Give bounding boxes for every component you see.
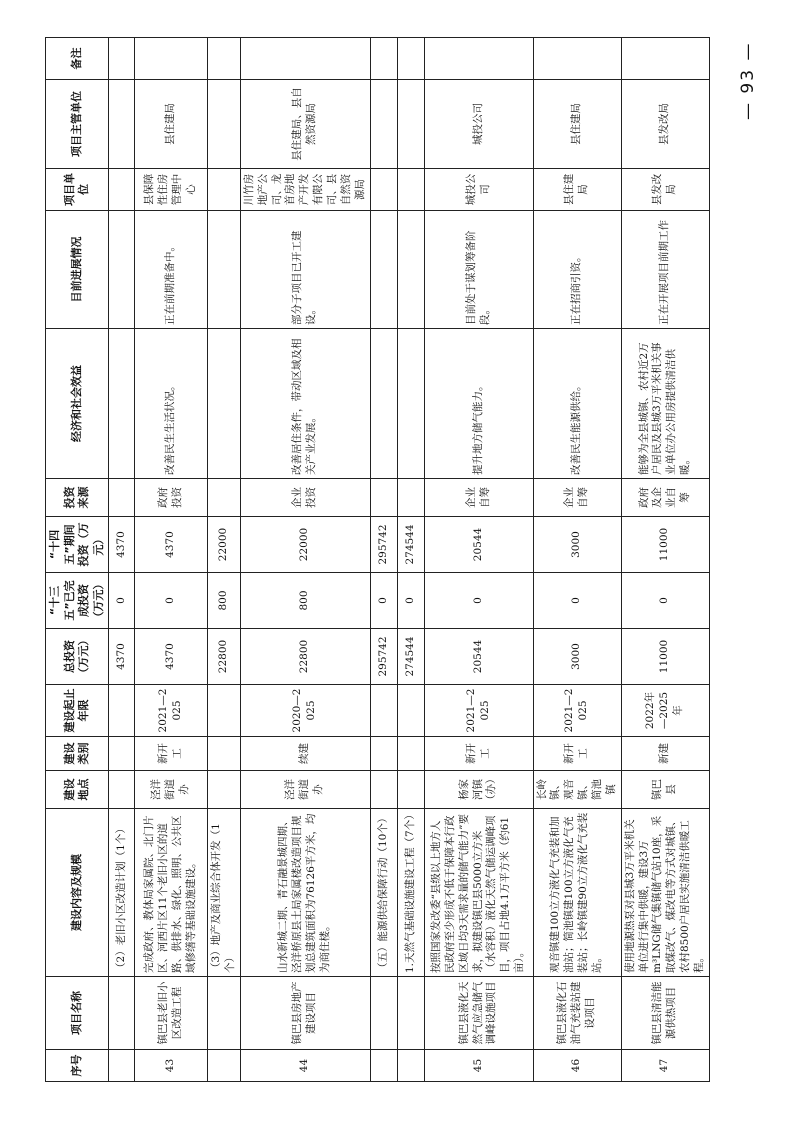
table-header bbox=[46, 38, 109, 1082]
location-cell: 杨家河镇（办） bbox=[424, 771, 533, 809]
section-done: 0 bbox=[370, 573, 397, 629]
dept-cell: 县住建局、县自然资源局 bbox=[240, 80, 370, 169]
unit-cell: 川竹房地产公司、龙首房地产开发有限公司、县自然资源局 bbox=[240, 169, 370, 211]
progress-cell: 部分子项目已开工建设。 bbox=[240, 211, 370, 329]
progress-cell: 正在招商引资。 bbox=[533, 211, 621, 329]
plan-cell: 11000 bbox=[621, 517, 709, 573]
section-plan: 295742 bbox=[370, 517, 397, 573]
header-note: 备注 bbox=[46, 38, 109, 80]
unit-cell: 城投公司 bbox=[424, 169, 533, 211]
name-cell: 镇巴县老旧小区改造工程 bbox=[135, 977, 208, 1050]
plan-cell: 3000 bbox=[533, 517, 621, 573]
section-total: 274544 bbox=[397, 629, 424, 685]
seq-cell: 44 bbox=[240, 1050, 370, 1082]
type-cell: 新建 bbox=[621, 737, 709, 771]
unit-cell: 县住建局 bbox=[533, 169, 621, 211]
section-done: 800 bbox=[208, 573, 241, 629]
plan-cell: 20544 bbox=[424, 517, 533, 573]
section-row bbox=[109, 38, 135, 1082]
header-location: 建设地点 bbox=[46, 771, 109, 809]
dept-cell: 县住建局 bbox=[135, 80, 208, 169]
seq-cell: 45 bbox=[424, 1050, 533, 1082]
table-row bbox=[135, 38, 208, 1082]
location-cell: 长岭镇、观音镇、简池镇 bbox=[533, 771, 621, 809]
table-row bbox=[424, 38, 533, 1082]
page-number: — 93 — bbox=[738, 41, 758, 120]
section-total: 4370 bbox=[109, 629, 135, 685]
period-cell: 2021—2025 bbox=[533, 685, 621, 737]
table-row bbox=[621, 38, 709, 1082]
type-cell: 新开工 bbox=[533, 737, 621, 771]
name-cell: 镇巴县房地产建设项目 bbox=[240, 977, 370, 1050]
name-cell: 镇巴县液化石油气充装站建设项目 bbox=[533, 977, 621, 1050]
source-cell: 企业投资 bbox=[240, 479, 370, 517]
section-total: 295742 bbox=[370, 629, 397, 685]
dept-cell: 县住建局 bbox=[533, 80, 621, 169]
unit-cell: 县保障性住房管理中心 bbox=[135, 169, 208, 211]
header-plan145: “十四五”期间投资（万元） bbox=[46, 517, 109, 573]
note-cell bbox=[240, 38, 370, 80]
section-plan: 22000 bbox=[208, 517, 241, 573]
progress-cell: 目前处于谋划筹备阶段。 bbox=[424, 211, 533, 329]
header-seq: 序号 bbox=[46, 1050, 109, 1082]
done-cell: 800 bbox=[240, 573, 370, 629]
done-cell: 0 bbox=[135, 573, 208, 629]
benefit-cell: 提升地方储气能力。 bbox=[424, 329, 533, 479]
content-cell: 完成政府、教体局家属院、北门片区、河西片区11个老旧小区的道路、供排水、绿化、照明、公共区域修缮等基础设施建设。 bbox=[135, 809, 208, 977]
section-title: （2）老旧小区改造计划（1个） bbox=[109, 809, 135, 977]
benefit-cell: 改善民生能源供给。 bbox=[533, 329, 621, 479]
content-cell: 按照国家发改委“县级以上地方人民政府至少形成不低于保障本行政区域日均3天需求量的储气能力”要求，拟建设镇巴县5000立方米（水容积）液化天然气储运调峰项目，项目占地4.1万平方米（约61亩）。 bbox=[424, 809, 533, 977]
progress-cell: 正在前期准备中。 bbox=[135, 211, 208, 329]
header-unit: 项目单位 bbox=[46, 169, 109, 211]
section-row bbox=[208, 38, 241, 1082]
total-cell: 20544 bbox=[424, 629, 533, 685]
table-row bbox=[533, 38, 621, 1082]
seq-cell: 43 bbox=[135, 1050, 208, 1082]
progress-cell: 正在开展项目前期工作 bbox=[621, 211, 709, 329]
period-cell: 2021—2025 bbox=[424, 685, 533, 737]
section-plan: 274544 bbox=[397, 517, 424, 573]
total-cell: 22800 bbox=[240, 629, 370, 685]
period-cell: 2020—2025 bbox=[240, 685, 370, 737]
name-cell: 镇巴县液化天然气应急储气调峰设施项目 bbox=[424, 977, 533, 1050]
header-dept: 项目主管单位 bbox=[46, 80, 109, 169]
note-cell bbox=[621, 38, 709, 80]
header-benefit: 经济和社会效益 bbox=[46, 329, 109, 479]
period-cell: 2021—2025 bbox=[135, 685, 208, 737]
done-cell: 0 bbox=[533, 573, 621, 629]
content-cell: 使用地源热泵对县城3万平米机关单位进行集中供暖，建设3万m³LNG储气集镇储气站10座，采取煤改气、煤改电等方式对城镇、农村8500户居民实施清洁供暖工程。 bbox=[621, 809, 709, 977]
dept-cell: 县发改局 bbox=[621, 80, 709, 169]
plan-cell: 4370 bbox=[135, 517, 208, 573]
done-cell: 0 bbox=[424, 573, 533, 629]
plan-cell: 22000 bbox=[240, 517, 370, 573]
location-cell: 泾洋街道办 bbox=[135, 771, 208, 809]
done-cell: 0 bbox=[621, 573, 709, 629]
dept-cell: 城投公司 bbox=[424, 80, 533, 169]
header-total: 总投资（万元） bbox=[46, 629, 109, 685]
total-cell: 3000 bbox=[533, 629, 621, 685]
header-name: 项目名称 bbox=[46, 977, 109, 1050]
location-cell: 泾洋街道办 bbox=[240, 771, 370, 809]
section-plan: 4370 bbox=[109, 517, 135, 573]
benefit-cell: 改善民生生活状况。 bbox=[135, 329, 208, 479]
benefit-cell: 改善居住条件，带动区域及相关产业发展。 bbox=[240, 329, 370, 479]
section-title: 1.天然气基础设施建设工程（7个） bbox=[397, 809, 424, 977]
section-done: 0 bbox=[397, 573, 424, 629]
content-cell: 观音镇建100立方液化气充装和加油站；简池镇建100立方液化气充装站；长岭镇建90立方液化气充装站。 bbox=[533, 809, 621, 977]
type-cell: 新开工 bbox=[424, 737, 533, 771]
section-total: 22800 bbox=[208, 629, 241, 685]
section-row bbox=[370, 38, 397, 1082]
total-cell: 11000 bbox=[621, 629, 709, 685]
source-cell: 政府及企业自筹 bbox=[621, 479, 709, 517]
header-progress: 目前进展情况 bbox=[46, 211, 109, 329]
table-row bbox=[240, 38, 370, 1082]
section-done: 0 bbox=[109, 573, 135, 629]
header-period: 建设起止年限 bbox=[46, 685, 109, 737]
seq-cell: 46 bbox=[533, 1050, 621, 1082]
section-row bbox=[397, 38, 424, 1082]
header-type: 建设类别 bbox=[46, 737, 109, 771]
project-table bbox=[45, 37, 710, 1082]
benefit-cell: 能够为全县城镇、农村近2万户居民及县城3万平米机关事业单位办公用房提供清洁供暖。 bbox=[621, 329, 709, 479]
note-cell bbox=[533, 38, 621, 80]
location-cell: 镇巴县 bbox=[621, 771, 709, 809]
type-cell: 续建 bbox=[240, 737, 370, 771]
seq-cell: 47 bbox=[621, 1050, 709, 1082]
source-cell: 政府投资 bbox=[135, 479, 208, 517]
section-title: （3）地产及商业综合体开发（1个） bbox=[208, 809, 241, 977]
total-cell: 4370 bbox=[135, 629, 208, 685]
unit-cell: 县发改局 bbox=[621, 169, 709, 211]
section-title: （五）能源供给保障行动（10个） bbox=[370, 809, 397, 977]
source-cell: 企业自筹 bbox=[533, 479, 621, 517]
note-cell bbox=[135, 38, 208, 80]
note-cell bbox=[424, 38, 533, 80]
source-cell: 企业自筹 bbox=[424, 479, 533, 517]
header-source: 投资来源 bbox=[46, 479, 109, 517]
header-content: 建设内容及规模 bbox=[46, 809, 109, 977]
period-cell: 2022年—2025年 bbox=[621, 685, 709, 737]
header-done135: “十三五”已完成投资（万元） bbox=[46, 573, 109, 629]
type-cell: 新开工 bbox=[135, 737, 208, 771]
name-cell: 镇巴县清洁能源供热项目 bbox=[621, 977, 709, 1050]
content-cell: 山水新城二期、青石融景城四期、泾洋桥原县土局家属楼改造项目规划总建筑面积为76126平方米，均为商住楼。 bbox=[240, 809, 370, 977]
